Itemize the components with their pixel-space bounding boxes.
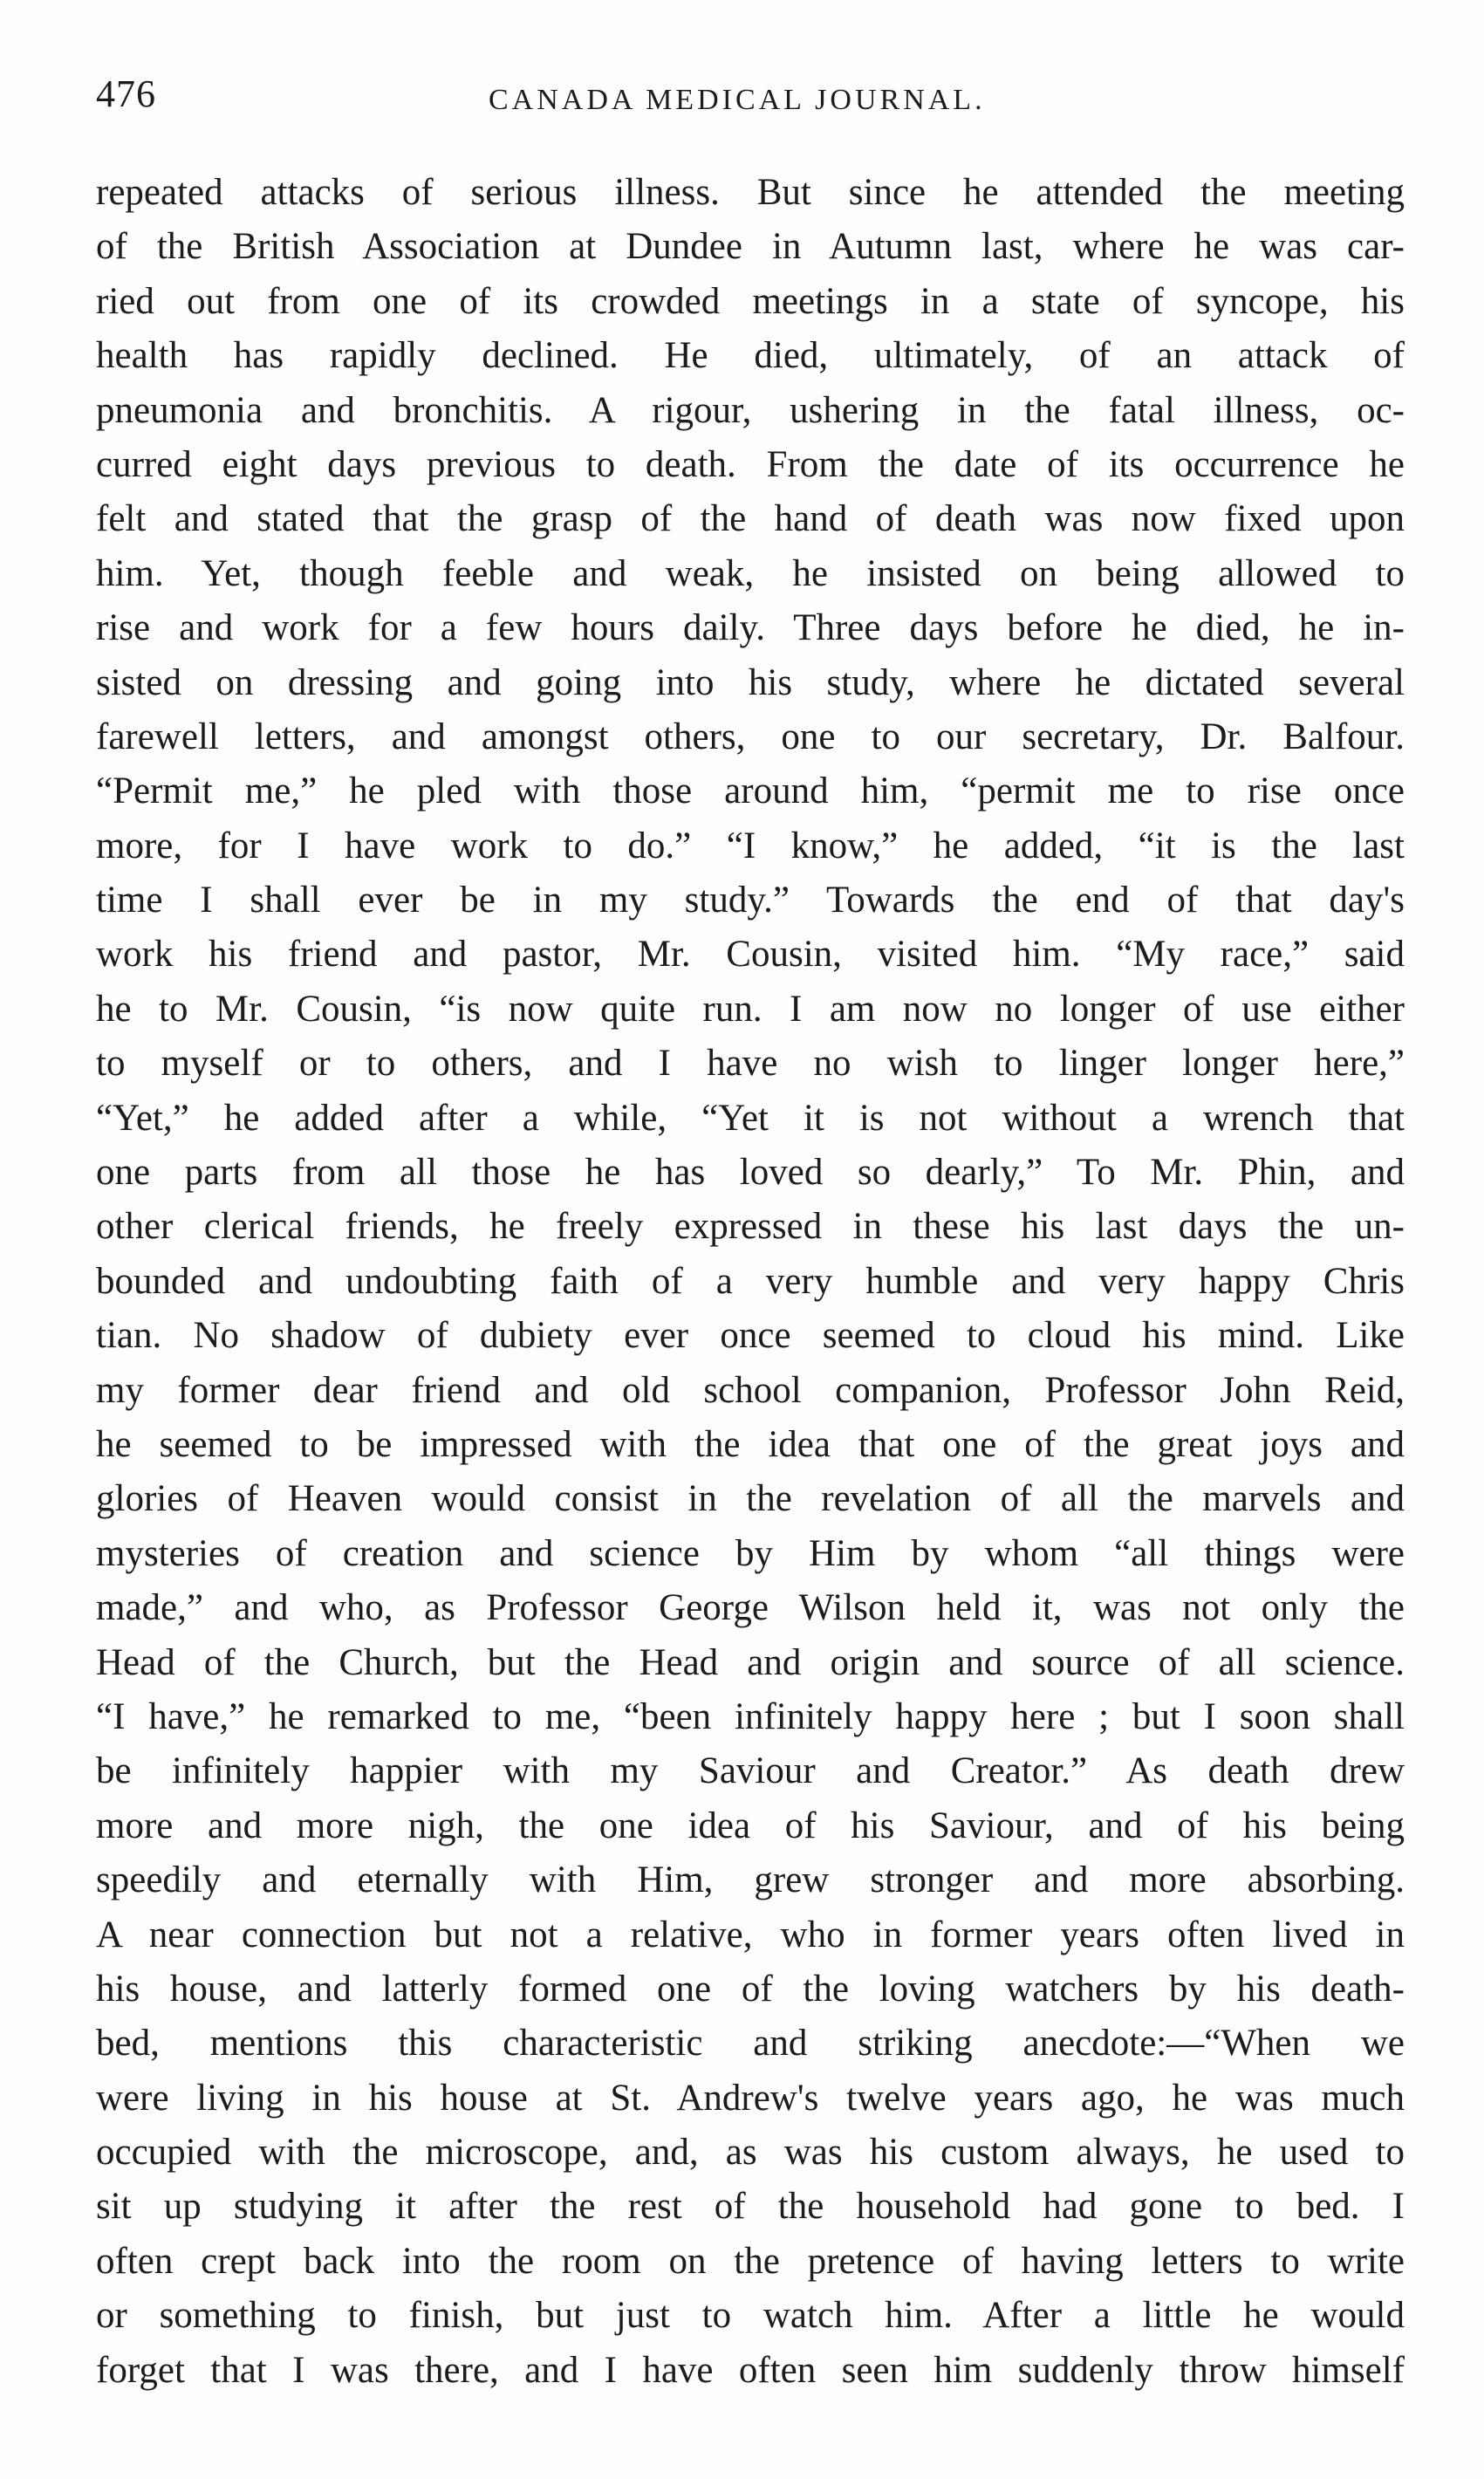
text-line: he to Mr. Cousin, “is now quite run. I am now no longer of use either <box>96 988 1405 1030</box>
text-line: were living in his house at St. Andrew's twelve years ago, he was much <box>96 2077 1405 2119</box>
text-line: “Yet,” he added after a while, “Yet it is not without a wrench that <box>96 1097 1405 1139</box>
text-line: glories of Heaven would consist in the revelation of all the marvels and <box>96 1478 1405 1520</box>
text-line: him. Yet, though feeble and weak, he insisted on being allowed to <box>96 552 1405 594</box>
text-line: repeated attacks of serious illness. But since he attended the meeting <box>96 172 1405 213</box>
journal-title: CANADA MEDICAL JOURNAL. <box>489 84 986 116</box>
text-line: forget that I was there, and I have often seen him suddenly throw himself <box>96 2349 1405 2391</box>
text-line: mysteries of creation and science by Him by whom “all things were <box>96 1532 1405 1574</box>
text-line: more, for I have work to do.” “I know,” he added, “it is the last <box>96 825 1405 866</box>
body-text <box>96 166 1405 2398</box>
text-line: other clerical friends, he freely expressed in these his last days the un- <box>96 1206 1405 1248</box>
text-line: bounded and undoubting faith of a very humble and very happy Chris <box>96 1260 1405 1302</box>
text-line: he seemed to be impressed with the idea that one of the great joys and <box>96 1423 1405 1465</box>
text-line: his house, and latterly formed one of the loving watchers by his death- <box>96 1968 1405 2010</box>
text-line: to myself or to others, and I have no wish to linger longer here,” <box>96 1043 1405 1085</box>
text-line: felt and stated that the grasp of the hand of death was now fixed upon <box>96 498 1405 540</box>
text-line: speedily and eternally with Him, grew stronger and more absorbing. <box>96 1859 1405 1901</box>
text-line: farewell letters, and amongst others, one to our secretary, Dr. Balfour. <box>96 716 1405 757</box>
text-line: occupied with the microscope, and, as was his custom always, he used to <box>96 2132 1405 2174</box>
text-line: tian. No shadow of dubiety ever once seemed to cloud his mind. Like <box>96 1315 1405 1357</box>
text-line: bed, mentions this characteristic and striking anecdote:—“When we <box>96 2023 1405 2065</box>
text-line: Head of the Church, but the Head and origin and source of all science. <box>96 1641 1405 1683</box>
text-line: of the British Association at Dundee in Autumn last, where he was car- <box>96 226 1405 268</box>
text-line: be infinitely happier with my Saviour and Creator.” As death drew <box>96 1750 1405 1792</box>
text-line: rise and work for a few hours daily. Three days before he died, he in- <box>96 607 1405 649</box>
text-line: made,” and who, as Professor George Wilson held it, was not only the <box>96 1587 1405 1629</box>
text-line: health has rapidly declined. He died, ultimately, of an attack of <box>96 335 1405 377</box>
text-line: or something to finish, but just to watch him. After a little he would <box>96 2295 1405 2337</box>
text-line: time I shall ever be in my study.” Towards the end of that day's <box>96 880 1405 921</box>
text-line: more and more nigh, the one idea of his Saviour, and of his being <box>96 1804 1405 1846</box>
running-head <box>96 72 1405 124</box>
text-line: one parts from all those he has loved so dearly,” To Mr. Phin, and <box>96 1152 1405 1194</box>
text-line: pneumonia and bronchitis. A rigour, ushering in the fatal illness, oc- <box>96 389 1405 431</box>
text-line: my former dear friend and old school companion, Professor John Reid, <box>96 1369 1405 1411</box>
text-line: sit up studying it after the rest of the household had gone to bed. I <box>96 2186 1405 2228</box>
page-number: 476 <box>96 72 156 115</box>
text-line: curred eight days previous to death. From the date of its occurrence he <box>96 443 1405 485</box>
text-line: ried out from one of its crowded meetings in a state of syncope, his <box>96 280 1405 322</box>
text-line: sisted on dressing and going into his study, where he dictated several <box>96 661 1405 703</box>
text-line: “Permit me,” he pled with those around him, “permit me to rise once <box>96 770 1405 812</box>
text-line: “I have,” he remarked to me, “been infinitely happy here ; but I soon shall <box>96 1695 1405 1737</box>
text-line: work his friend and pastor, Mr. Cousin, visited him. “My race,” said <box>96 934 1405 976</box>
text-line: A near connection but not a relative, who in former years often lived in <box>96 1914 1405 1955</box>
text-line: often crept back into the room on the pretence of having letters to write <box>96 2240 1405 2282</box>
